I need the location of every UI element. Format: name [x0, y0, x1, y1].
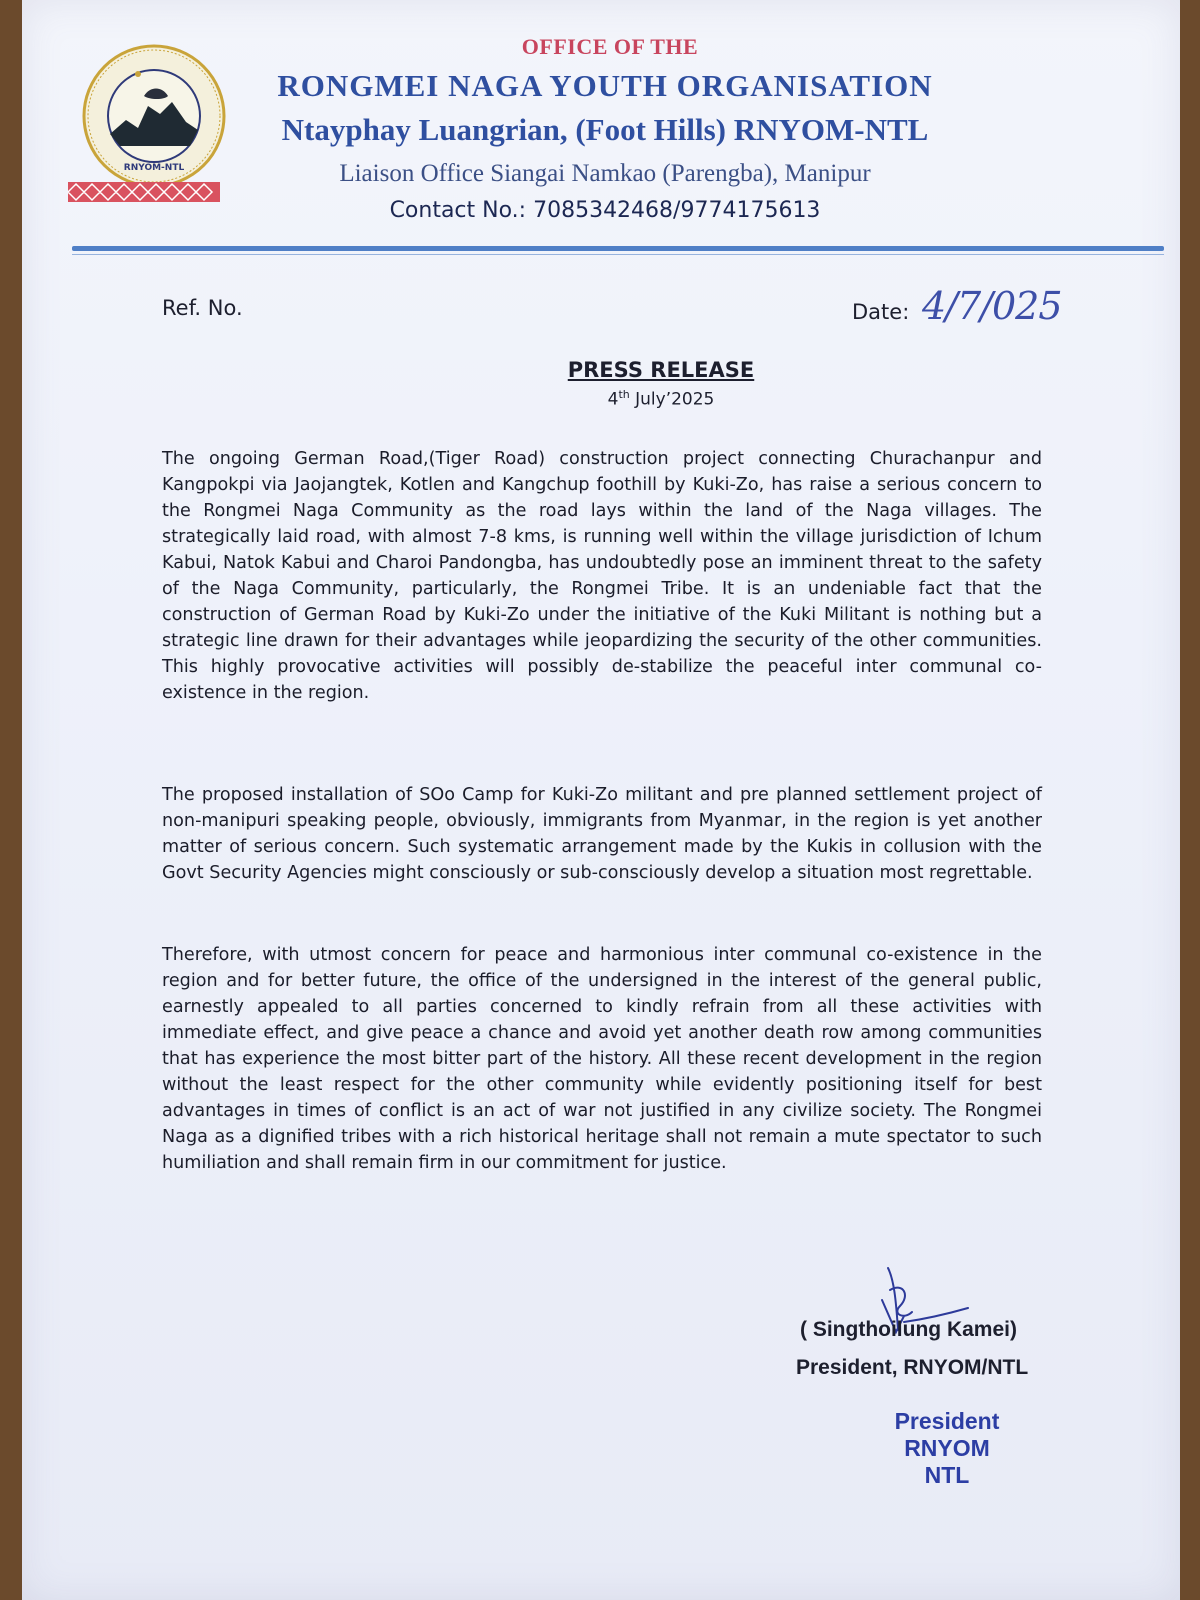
liaison-office: Liaison Office Siangai Namkao (Parengba), Manipur — [339, 160, 871, 187]
organisation-name: RONGMEI NAGA YOUTH ORGANISATION — [277, 68, 933, 103]
letterhead-page — [22, 0, 1180, 1600]
handwritten-date: 4/7/025 — [922, 284, 1062, 328]
body-paragraph-1: The ongoing German Road,(Tiger Road) construction project connecting Churachanpur and Kangpokpi via Jaojangtek, Kotlen and Kangchup foothill by Kuki-Zo, has raise a serious concern to the Rongmei Naga Community as the road lays within the land of the Naga villages. The strategically laid road, with almost 7-8 kms, is running well within the village jurisdiction of Ichum Kabui, Natok Kabui and Charoi Pandongba, has undoubtedly pose an imminent threat to the safety of the Naga Community, particularly, the Rongmei Tribe. It is an undeniable fact that the construction of German Road by Kuki-Zo under the initiative of the Kuki Militant is nothing but a strategic line drawn for their advantages while jeopardizing the security of the other communities. This highly provocative activities will possibly de-stabilize the peaceful inter communal co-existence in the region. — [162, 449, 1042, 703]
press-release-date: 4th July’2025 — [607, 388, 715, 410]
body-paragraph-2: The proposed installation of SOo Camp for Kuki-Zo militant and pre planned settlement project of non-manipuri speaking people, obviously, immigrants from Myanmar, in the region is yet another matter of serious concern. Such systematic arrangement made by the Kukis in collusion with the Govt Security Agencies might consciously or sub-consciously develop a situation most regrettable. — [162, 785, 1042, 883]
body-paragraph-3: Therefore, with utmost concern for peace and harmonious inter communal co-existence in the region and for better future, the office of the undersigned in the interest of the general public, earnestly appealed to all parties concerned to kindly refrain from all these activities with immediate effect, and give peace a chance and avoid yet another death row among communities that has experience the most bitter part of the history. All these recent development in the region without the least respect for the other community while evidently positioning itself for best advantages in times of conflict is an act of war not justified in any civilize society. The Rongmei Naga as a dignified tribes with a rich historical heritage shall not remain a mute spectator to such humiliation and shall remain firm in our commitment for justice. — [162, 945, 1042, 1173]
header-divider — [72, 246, 1164, 251]
signatory-name: ( Singthoilung Kamei) — [800, 1318, 1017, 1341]
header-divider-thin — [72, 254, 1164, 255]
contact-numbers: Contact No.: 7085342468/9774175613 — [389, 198, 821, 223]
reference-number-label: Ref. No. — [162, 296, 243, 320]
office-of-heading: OFFICE OF THE — [521, 34, 699, 59]
stamp-line-3: NTL — [924, 1462, 970, 1488]
organisation-unit: Ntayphay Luangrian, (Foot Hills) RNYOM-NTL — [281, 112, 929, 147]
logo-caption: RNYOM-NTL — [123, 163, 185, 173]
official-stamp — [872, 1408, 1022, 1489]
date-label: Date: — [852, 300, 910, 324]
stamp-line-1: President — [894, 1408, 1000, 1434]
signatory-title: President, RNYOM/NTL — [796, 1356, 1029, 1379]
press-release-title: PRESS RELEASE — [567, 358, 755, 382]
stamp-line-2: RNYOM — [904, 1435, 990, 1461]
